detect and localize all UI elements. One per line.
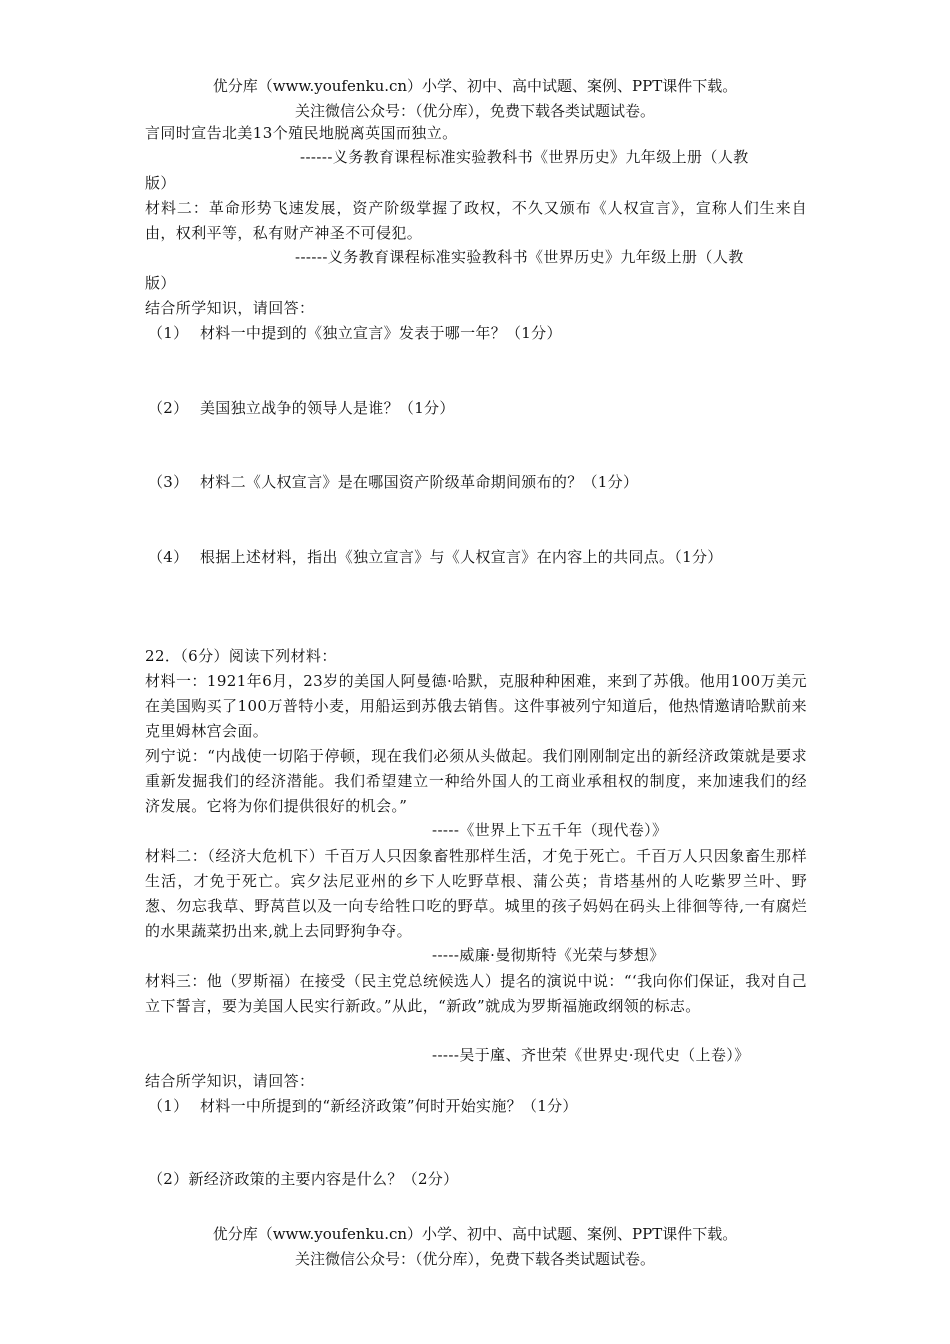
q22-material-one: 材料一：1921年6月，23岁的美国人阿曼德·哈默，克服种种困难，来到了苏俄。他用100万美元在美国购买了100万普特小麦，用船运到苏俄去销售。这件事被列宁知道后，他热情邀请哈默前来克里姆林宫会面。 — [145, 672, 807, 740]
question-number: （3） — [148, 473, 189, 491]
footer-line-2: 关注微信公众号：（优分库），免费下载各类试题试卷。 — [294, 1250, 655, 1268]
question-21-2 — [148, 397, 455, 418]
question-number: （4） — [148, 548, 189, 566]
q22-material-two: 材料二：（经济大危机下）千百万人只因象畜牲那样生活，才免于死亡。千百万人只因象畜生那样生活，才免于死亡。宾夕法尼亚州的乡下人吃野草根、蒲公英；肯塔基州的人吃紫罗兰叶、野葱、勿忘我草、野莴苣以及一向专给牲口吃的野草。城里的孩子妈妈在码头上徘徊等待,一有腐烂的水果蔬菜扔出来,就上去同野狗争夺。 — [145, 847, 807, 940]
q22-lenin-quote: 列宁说：“内战使一切陷于停顿，现在我们必须从头做起。我们刚刚制定出的新经济政策就是要求重新发掘我们的经济潜能。我们希望建立一种给外国人的工商业承租权的制度，来加速我们的经济发展。它将为你们提供很好的机会。” — [145, 747, 807, 815]
footer-line-1: 优分库（www.youfenku.cn）小学、初中、高中试题、案例、PPT课件下载。 — [212, 1225, 738, 1243]
question-21-1 — [148, 322, 562, 343]
question-text: 材料一中提到的《独立宣言》发表于哪一年？（1分） — [200, 324, 562, 342]
q22-source-three: -----吴于廑、齐世荣《世界史·现代史（上卷）》 — [432, 1046, 750, 1064]
question-22-title: 22．（6分）阅读下列材料： — [145, 647, 337, 665]
material-two-source: ------义务教育课程标准实验教科书《世界历史》九年级上册（人教 — [295, 248, 744, 266]
material-one-source: ------义务教育课程标准实验教科书《世界历史》九年级上册（人教 — [300, 148, 749, 166]
question-21-4 — [148, 546, 723, 567]
material-one-source-end: 版） — [145, 174, 176, 192]
question-text: 新经济政策的主要内容是什么？（2分） — [188, 1170, 459, 1188]
q22-source-one: -----《世界上下五千年（现代卷）》 — [432, 821, 668, 839]
question-number: （1） — [148, 1097, 189, 1115]
question-number: （2） — [148, 399, 189, 417]
question-number: （1） — [148, 324, 189, 342]
header-line-2: 关注微信公众号：（优分库），免费下载各类试题试卷。 — [294, 102, 655, 120]
q22-material-three: 材料三：他（罗斯福）在接受（民主党总统候选人）提名的演说中说：“‘我向你们保证，我对自己立下誓言，要为美国人民实行新政。”从此，“新政”就成为罗斯福施政纲领的标志。 — [145, 972, 807, 1015]
question-22-1 — [148, 1095, 578, 1116]
material-two-source-end: 版） — [145, 274, 176, 292]
question-text: 美国独立战争的领导人是谁？（1分） — [200, 399, 455, 417]
material-two-paragraph: 材料二：革命形势飞速发展，资产阶级掌握了政权，不久又颁布《人权宣言》，宣称人们生来自由，权利平等，私有财产神圣不可侵犯。 — [145, 199, 807, 242]
q22-source-two: -----威廉·曼彻斯特《光荣与梦想》 — [432, 946, 665, 964]
question-text: 根据上述材料，指出《独立宣言》与《人权宣言》在内容上的共同点。（1分） — [200, 548, 723, 566]
question-22-2 — [148, 1168, 458, 1189]
answer-prompt: 结合所学知识，请回答： — [145, 299, 315, 317]
question-21-3 — [148, 471, 638, 492]
material-one-continuation: 言同时宣告北美13个殖民地脱离英国而独立。 — [145, 124, 458, 142]
q22-answer-prompt: 结合所学知识，请回答： — [145, 1072, 315, 1090]
question-text: 材料二《人权宣言》是在哪国资产阶级革命期间颁布的？（1分） — [200, 473, 639, 491]
header-line-1: 优分库（www.youfenku.cn）小学、初中、高中试题、案例、PPT课件下载。 — [212, 77, 738, 95]
question-number: （2） — [148, 1170, 189, 1188]
question-text: 材料一中所提到的“新经济政策”何时开始实施？（1分） — [200, 1097, 578, 1115]
